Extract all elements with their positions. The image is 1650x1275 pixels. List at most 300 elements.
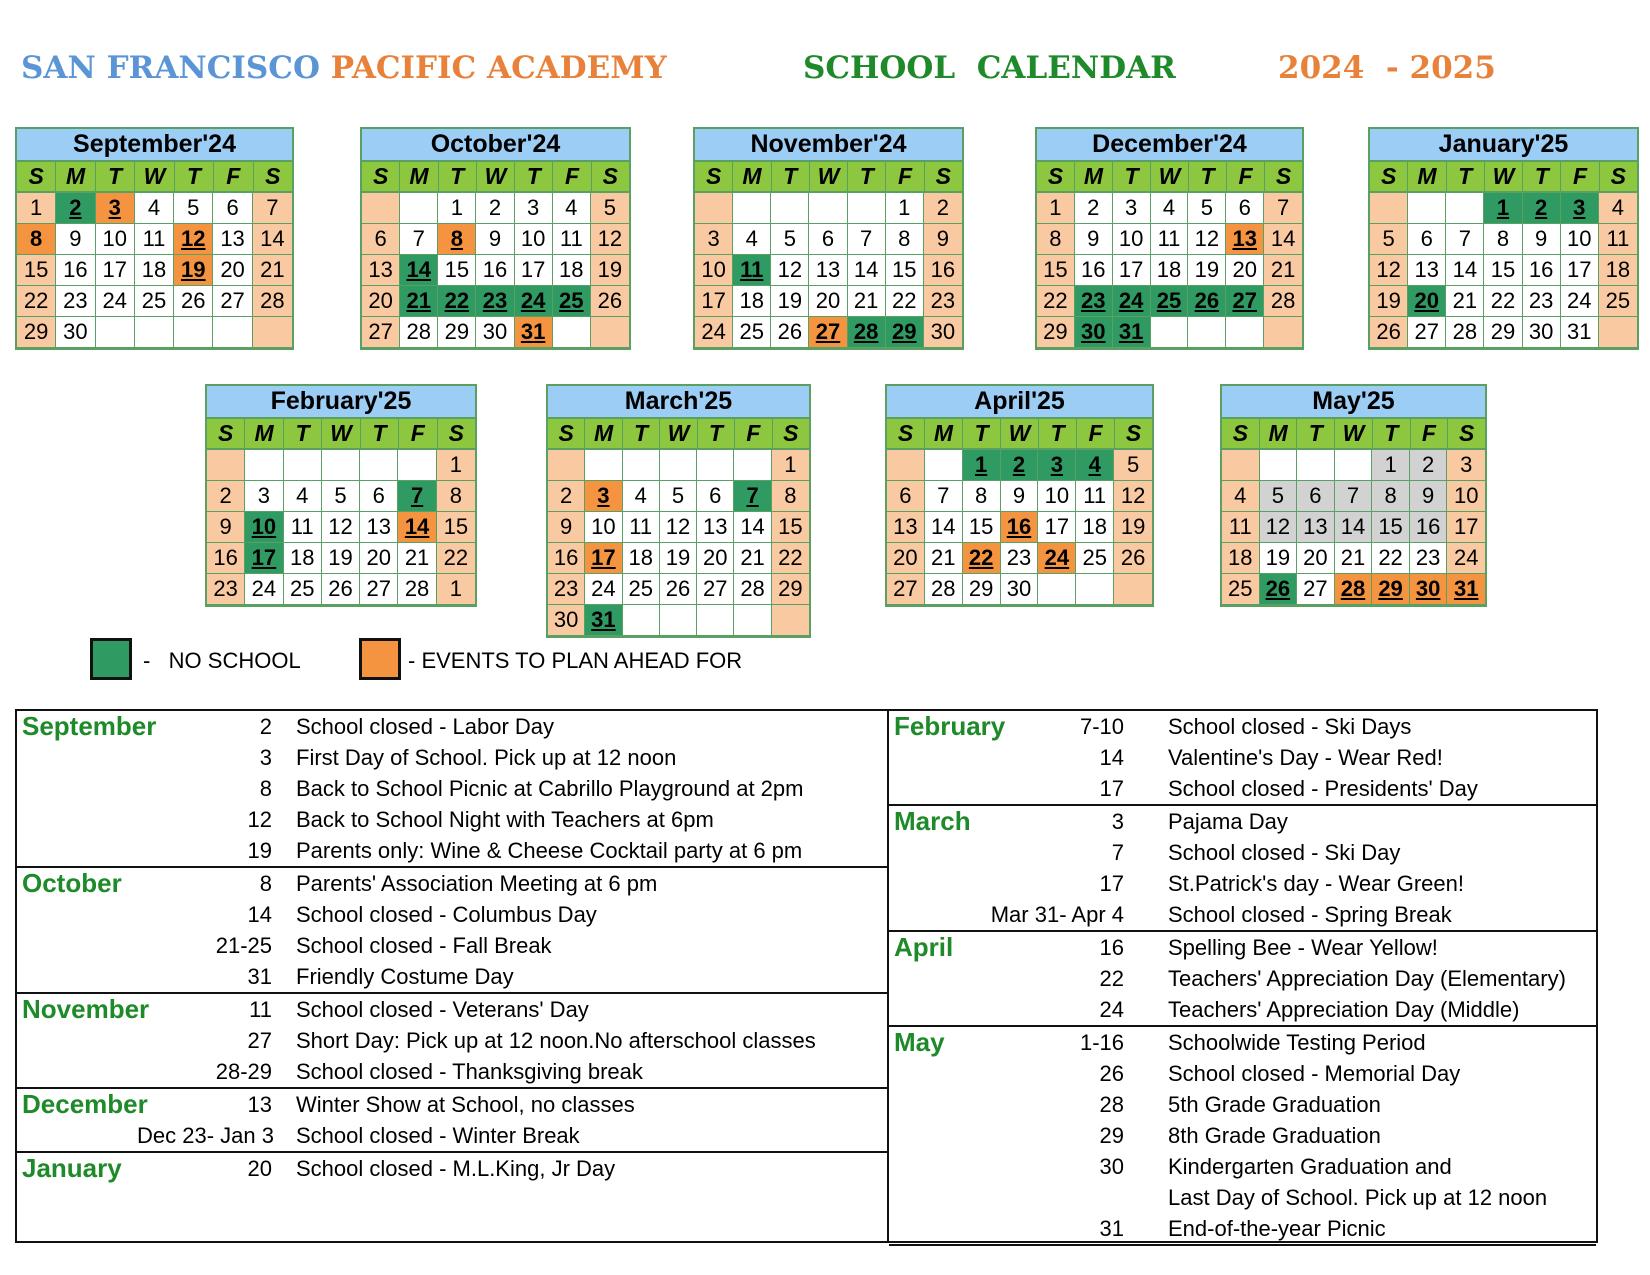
day-cell: 16 xyxy=(1001,512,1039,543)
weekday-label: T xyxy=(1373,419,1411,448)
day-cell: 11 xyxy=(1151,224,1189,255)
day-cell: 30 xyxy=(476,317,514,348)
day-cell: 21 xyxy=(1264,255,1302,286)
schedule-description: First Day of School. Pick up at 12 noon xyxy=(296,745,677,770)
schedule-description: Friendly Costume Day xyxy=(296,964,514,989)
day-cell: 11 xyxy=(1076,481,1114,512)
schedule-date: 2 xyxy=(259,714,272,739)
month-may-25 xyxy=(1220,384,1487,607)
schedule-date: 3 xyxy=(259,745,272,770)
schedule-description: School closed - Winter Break xyxy=(296,1123,580,1148)
schedule-description: Parents only: Wine & Cheese Cocktail party at 6 pm xyxy=(296,838,803,863)
schedule-right-column xyxy=(889,711,1596,1246)
day-cell: 20 xyxy=(1297,543,1335,574)
no-school-swatch xyxy=(90,638,132,680)
empty-day-cell xyxy=(1151,317,1189,348)
day-cell: 25 xyxy=(623,574,660,605)
empty-day-cell xyxy=(1260,450,1298,481)
month-january-25 xyxy=(1368,127,1639,350)
schedule-date: 7-10 xyxy=(1079,714,1124,739)
day-cell: 28 xyxy=(1264,286,1302,317)
day-cell: 17 xyxy=(585,543,622,574)
schedule-group-april xyxy=(889,932,1596,1027)
day-cell: 16 xyxy=(1075,255,1113,286)
day-cell: 23 xyxy=(1075,286,1113,317)
schedule-date: 22 xyxy=(1099,966,1124,991)
day-cell: 10 xyxy=(695,255,733,286)
empty-day-cell xyxy=(733,193,771,224)
weekday-header xyxy=(362,162,629,193)
schedule-group-february xyxy=(889,711,1596,806)
day-cell: 1 xyxy=(437,574,475,605)
weekday-label: F xyxy=(1077,419,1115,448)
day-cell: 26 xyxy=(174,286,213,317)
day-cell: 30 xyxy=(1410,574,1448,605)
schedule-row xyxy=(889,1089,1596,1120)
schedule-date: 8 xyxy=(259,871,272,896)
events-legend: - EVENTS TO PLAN AHEAD FOR xyxy=(408,648,743,673)
weekday-label: S xyxy=(1370,162,1408,191)
weekday-label: F xyxy=(735,419,772,448)
events-schedule xyxy=(15,709,1598,1243)
empty-day-cell xyxy=(660,450,697,481)
day-cell: 18 xyxy=(1599,255,1637,286)
day-cell: 28 xyxy=(848,317,886,348)
day-cell: 11 xyxy=(135,224,174,255)
day-grid xyxy=(1037,193,1302,348)
day-cell: 6 xyxy=(362,224,400,255)
day-cell: 5 xyxy=(1260,481,1298,512)
day-cell: 25 xyxy=(1151,286,1189,317)
day-cell: 29 xyxy=(438,317,476,348)
schedule-row xyxy=(17,868,887,899)
day-cell: 4 xyxy=(1076,450,1114,481)
empty-day-cell xyxy=(734,450,771,481)
day-cell: 3 xyxy=(695,224,733,255)
empty-day-cell xyxy=(1446,193,1484,224)
day-cell: 1 xyxy=(772,450,809,481)
day-cell: 10 xyxy=(1447,481,1485,512)
day-cell: 6 xyxy=(213,193,252,224)
schedule-row xyxy=(17,1025,887,1056)
day-cell: 7 xyxy=(734,481,771,512)
empty-day-cell xyxy=(1188,317,1226,348)
day-cell: 29 xyxy=(772,574,809,605)
schedule-row xyxy=(889,963,1596,994)
empty-day-cell xyxy=(207,450,245,481)
month-title: May'25 xyxy=(1222,386,1485,419)
day-cell: 21 xyxy=(848,286,886,317)
day-cell: 11 xyxy=(1599,224,1637,255)
schedule-date: 21-25 xyxy=(215,933,272,958)
day-cell: 26 xyxy=(591,286,629,317)
day-cell: 17 xyxy=(1447,512,1485,543)
day-cell: 25 xyxy=(553,286,591,317)
weekday-label: S xyxy=(887,419,925,448)
day-cell: 3 xyxy=(1561,193,1599,224)
day-cell: 4 xyxy=(553,193,591,224)
day-cell: 24 xyxy=(695,317,733,348)
weekday-label: S xyxy=(265,163,281,189)
day-cell: 13 xyxy=(697,512,734,543)
empty-day-cell xyxy=(174,317,213,348)
day-cell: 8 xyxy=(772,481,809,512)
day-cell: 14 xyxy=(253,224,292,255)
day-cell: 10 xyxy=(245,512,283,543)
day-cell: 30 xyxy=(1523,317,1561,348)
day-cell: 28 xyxy=(1446,317,1484,348)
day-cell: 5 xyxy=(174,193,213,224)
day-cell: 4 xyxy=(135,193,174,224)
day-cell: 29 xyxy=(886,317,924,348)
day-cell: 3 xyxy=(515,193,553,224)
day-cell: 15 xyxy=(1037,255,1075,286)
day-cell: 15 xyxy=(886,255,924,286)
empty-day-cell xyxy=(398,450,436,481)
weekday-label: T xyxy=(698,419,735,448)
day-cell: 2 xyxy=(1523,193,1561,224)
day-grid xyxy=(887,450,1152,605)
day-cell: 12 xyxy=(322,512,360,543)
day-cell: 14 xyxy=(1446,255,1484,286)
schedule-row xyxy=(17,899,887,930)
empty-day-cell xyxy=(1076,574,1114,605)
month-title: March'25 xyxy=(548,386,809,419)
day-cell: 11 xyxy=(1222,512,1260,543)
schedule-group-may xyxy=(889,1027,1596,1246)
day-cell: 28 xyxy=(253,286,292,317)
schedule-row xyxy=(17,804,887,835)
schedule-row xyxy=(889,1120,1596,1151)
weekday-label: W xyxy=(1001,419,1039,448)
day-cell: 3 xyxy=(245,481,283,512)
empty-day-cell xyxy=(1038,574,1076,605)
day-cell: 21 xyxy=(1335,543,1373,574)
empty-day-cell xyxy=(213,317,252,348)
weekday-label: S xyxy=(783,420,799,446)
schedule-description: School closed - M.L.King, Jr Day xyxy=(296,1156,616,1181)
day-cell: 23 xyxy=(1410,543,1448,574)
day-cell: 24 xyxy=(96,286,135,317)
day-cell: 3 xyxy=(1447,450,1485,481)
day-cell: 6 xyxy=(360,481,398,512)
schedule-description: Valentine's Day - Wear Red! xyxy=(1168,745,1443,770)
weekday-label: W xyxy=(322,419,360,448)
empty-day-cell xyxy=(284,450,322,481)
school-year: 2024 - 2025 xyxy=(1278,50,1496,86)
empty-day-cell xyxy=(771,193,809,224)
day-cell: 6 xyxy=(809,224,847,255)
schedule-description: Short Day: Pick up at 12 noon.No afterschool classes xyxy=(296,1028,816,1053)
day-cell: 3 xyxy=(585,481,622,512)
month-december-24 xyxy=(1035,127,1304,350)
day-cell: 13 xyxy=(887,512,925,543)
day-cell: 19 xyxy=(1370,286,1408,317)
month-title: October'24 xyxy=(362,129,629,162)
schedule-group-september xyxy=(17,711,887,868)
schedule-date: 1-16 xyxy=(1079,1030,1124,1055)
schedule-left-column xyxy=(17,711,887,1184)
day-cell: 23 xyxy=(924,286,962,317)
weekday-label: M xyxy=(400,162,438,191)
weekday-label: W xyxy=(1151,162,1189,191)
empty-day-cell xyxy=(772,605,809,636)
schedule-date: 20 xyxy=(247,1156,272,1181)
day-cell: 14 xyxy=(734,512,771,543)
day-cell: 31 xyxy=(1561,317,1599,348)
schedule-date: 11 xyxy=(249,997,272,1022)
day-cell: 30 xyxy=(56,317,95,348)
school-name-part2: PACIFIC ACADEMY xyxy=(330,50,667,86)
weekday-header xyxy=(695,162,962,193)
day-cell: 24 xyxy=(1447,543,1485,574)
schedule-description: Pajama Day xyxy=(1168,809,1288,834)
day-cell: 17 xyxy=(245,543,283,574)
schedule-date: 24 xyxy=(1099,997,1124,1022)
day-cell: 6 xyxy=(697,481,734,512)
weekday-label: S xyxy=(1037,162,1075,191)
schedule-date: 19 xyxy=(247,838,272,863)
month-title: February'25 xyxy=(207,386,475,419)
day-cell: 26 xyxy=(1260,574,1298,605)
day-cell: 8 xyxy=(1037,224,1075,255)
day-cell: 22 xyxy=(772,543,809,574)
schedule-row xyxy=(17,835,887,866)
day-cell: 2 xyxy=(1075,193,1113,224)
weekday-header xyxy=(207,419,475,450)
day-cell: 13 xyxy=(809,255,847,286)
day-cell: 15 xyxy=(438,255,476,286)
day-cell: 23 xyxy=(207,574,245,605)
day-cell: 25 xyxy=(1599,286,1637,317)
day-cell: 29 xyxy=(1484,317,1522,348)
weekday-label: W xyxy=(810,162,848,191)
schedule-date: 8 xyxy=(259,776,272,801)
day-cell: 1 xyxy=(886,193,924,224)
day-cell: 10 xyxy=(515,224,553,255)
weekday-label: S xyxy=(362,162,400,191)
schedule-description: End-of-the-year Picnic xyxy=(1168,1216,1386,1241)
weekday-label: T xyxy=(96,162,135,191)
day-cell: 4 xyxy=(623,481,660,512)
day-cell: 21 xyxy=(398,543,436,574)
no-school-legend: - NO SCHOOL xyxy=(143,648,301,673)
schedule-date: Mar 31- Apr 4 xyxy=(990,902,1124,927)
schedule-description: Last Day of School. Pick up at 12 noon xyxy=(1168,1185,1548,1210)
month-february-25 xyxy=(205,384,477,607)
day-cell: 5 xyxy=(1370,224,1408,255)
day-cell: 1 xyxy=(17,193,56,224)
schedule-date: 27 xyxy=(247,1028,272,1053)
month-april-25 xyxy=(885,384,1154,607)
month-title: April'25 xyxy=(887,386,1152,419)
schedule-row xyxy=(17,930,887,961)
day-cell: 9 xyxy=(56,224,95,255)
schedule-description: 5th Grade Graduation xyxy=(1168,1092,1381,1117)
empty-day-cell xyxy=(623,605,660,636)
day-cell: 5 xyxy=(660,481,697,512)
schedule-row xyxy=(17,994,887,1025)
day-cell: 24 xyxy=(245,574,283,605)
day-cell: 21 xyxy=(400,286,438,317)
day-cell: 9 xyxy=(207,512,245,543)
weekday-label: W xyxy=(135,162,174,191)
schedule-row xyxy=(889,868,1596,899)
day-cell: 26 xyxy=(1188,286,1226,317)
weekday-label: M xyxy=(1075,162,1113,191)
day-cell: 25 xyxy=(1222,574,1260,605)
schedule-date: 16 xyxy=(1099,935,1124,960)
empty-day-cell xyxy=(1297,450,1335,481)
weekday-label: T xyxy=(175,162,214,191)
day-cell: 24 xyxy=(1561,286,1599,317)
schedule-group-october xyxy=(17,868,887,994)
day-cell: 2 xyxy=(476,193,514,224)
day-cell: 14 xyxy=(848,255,886,286)
day-cell: 13 xyxy=(360,512,398,543)
day-cell: 19 xyxy=(591,255,629,286)
schedule-date: 30 xyxy=(1099,1154,1124,1179)
day-cell: 30 xyxy=(548,605,585,636)
day-cell: 8 xyxy=(963,481,1001,512)
schedule-month-name: March xyxy=(894,806,971,836)
weekday-label: S xyxy=(548,419,585,448)
schedule-row xyxy=(889,994,1596,1025)
day-cell: 12 xyxy=(660,512,697,543)
schedule-description: School closed - Fall Break xyxy=(296,933,552,958)
schedule-row xyxy=(889,742,1596,773)
empty-day-cell xyxy=(400,193,438,224)
schedule-month-name: December xyxy=(22,1089,148,1119)
day-cell: 28 xyxy=(398,574,436,605)
weekday-label: T xyxy=(439,162,477,191)
month-november-24 xyxy=(693,127,964,350)
day-cell: 17 xyxy=(1113,255,1151,286)
day-cell: 8 xyxy=(17,224,56,255)
day-cell: 20 xyxy=(213,255,252,286)
day-cell: 8 xyxy=(438,224,476,255)
day-cell: 23 xyxy=(476,286,514,317)
schedule-description: Spelling Bee - Wear Yellow! xyxy=(1168,935,1438,960)
day-cell: 16 xyxy=(1523,255,1561,286)
day-cell: 15 xyxy=(437,512,475,543)
weekday-label: F xyxy=(214,162,253,191)
month-title: September'24 xyxy=(17,129,292,162)
day-cell: 3 xyxy=(1113,193,1151,224)
day-cell: 25 xyxy=(1076,543,1114,574)
day-cell: 11 xyxy=(623,512,660,543)
day-cell: 21 xyxy=(925,543,963,574)
schedule-description: 8th Grade Graduation xyxy=(1168,1123,1381,1148)
schedule-row xyxy=(17,711,887,742)
day-grid xyxy=(695,193,962,348)
day-cell: 6 xyxy=(1297,481,1335,512)
weekday-label: T xyxy=(1447,162,1485,191)
month-september-24 xyxy=(15,127,294,350)
day-cell: 18 xyxy=(1151,255,1189,286)
day-grid xyxy=(362,193,629,348)
day-cell: 15 xyxy=(1484,255,1522,286)
day-cell: 10 xyxy=(1038,481,1076,512)
day-cell: 26 xyxy=(660,574,697,605)
day-cell: 14 xyxy=(1335,512,1373,543)
empty-day-cell xyxy=(245,450,283,481)
schedule-group-january xyxy=(17,1153,887,1184)
schedule-row xyxy=(889,1182,1596,1213)
schedule-row xyxy=(889,1213,1596,1244)
day-cell: 4 xyxy=(733,224,771,255)
day-cell: 4 xyxy=(284,481,322,512)
weekday-header xyxy=(548,419,809,450)
schedule-row xyxy=(17,742,887,773)
day-cell: 12 xyxy=(1260,512,1298,543)
schedule-month-name: February xyxy=(894,711,1006,741)
day-cell: 4 xyxy=(1599,193,1637,224)
day-cell: 18 xyxy=(553,255,591,286)
day-cell: 20 xyxy=(362,286,400,317)
weekday-label: M xyxy=(245,419,283,448)
day-cell: 27 xyxy=(1297,574,1335,605)
schedule-row xyxy=(889,837,1596,868)
day-cell: 26 xyxy=(1370,317,1408,348)
schedule-description: Teachers' Appreciation Day (Middle) xyxy=(1168,997,1520,1022)
empty-day-cell xyxy=(925,450,963,481)
day-cell: 8 xyxy=(1484,224,1522,255)
schedule-row xyxy=(17,1120,887,1151)
day-cell: 23 xyxy=(1523,286,1561,317)
schedule-group-march xyxy=(889,806,1596,932)
day-cell: 2 xyxy=(1410,450,1448,481)
day-cell: 15 xyxy=(963,512,1001,543)
day-cell: 19 xyxy=(1188,255,1226,286)
schedule-description: Back to School Night with Teachers at 6pm xyxy=(296,807,714,832)
empty-day-cell xyxy=(887,450,925,481)
day-cell: 24 xyxy=(515,286,553,317)
day-cell: 27 xyxy=(1226,286,1264,317)
day-cell: 16 xyxy=(207,543,245,574)
schedule-group-december xyxy=(17,1089,887,1153)
day-cell: 31 xyxy=(515,317,553,348)
schedule-description: Back to School Picnic at Cabrillo Playground at 2pm xyxy=(296,776,804,801)
weekday-label: T xyxy=(515,162,553,191)
schedule-month-name: May xyxy=(894,1027,945,1057)
schedule-description: St.Patrick's day - Wear Green! xyxy=(1168,871,1465,896)
empty-day-cell xyxy=(548,450,585,481)
day-cell: 16 xyxy=(476,255,514,286)
day-cell: 19 xyxy=(771,286,809,317)
day-cell: 25 xyxy=(284,574,322,605)
day-cell: 31 xyxy=(585,605,622,636)
day-cell: 2 xyxy=(924,193,962,224)
day-cell: 17 xyxy=(695,286,733,317)
schedule-row xyxy=(889,711,1596,742)
day-cell: 15 xyxy=(772,512,809,543)
day-cell: 31 xyxy=(1447,574,1485,605)
day-cell: 7 xyxy=(398,481,436,512)
schedule-description: School closed - Labor Day xyxy=(296,714,555,739)
schedule-date: 13 xyxy=(247,1092,272,1117)
day-cell: 1 xyxy=(963,450,1001,481)
schedule-month-name: January xyxy=(22,1153,122,1183)
day-cell: 17 xyxy=(1561,255,1599,286)
empty-day-cell xyxy=(623,450,660,481)
day-cell: 12 xyxy=(771,255,809,286)
day-cell: 7 xyxy=(400,224,438,255)
day-cell: 20 xyxy=(809,286,847,317)
school-name xyxy=(21,50,667,86)
schedule-date: 17 xyxy=(1099,871,1124,896)
day-cell: 2 xyxy=(207,481,245,512)
